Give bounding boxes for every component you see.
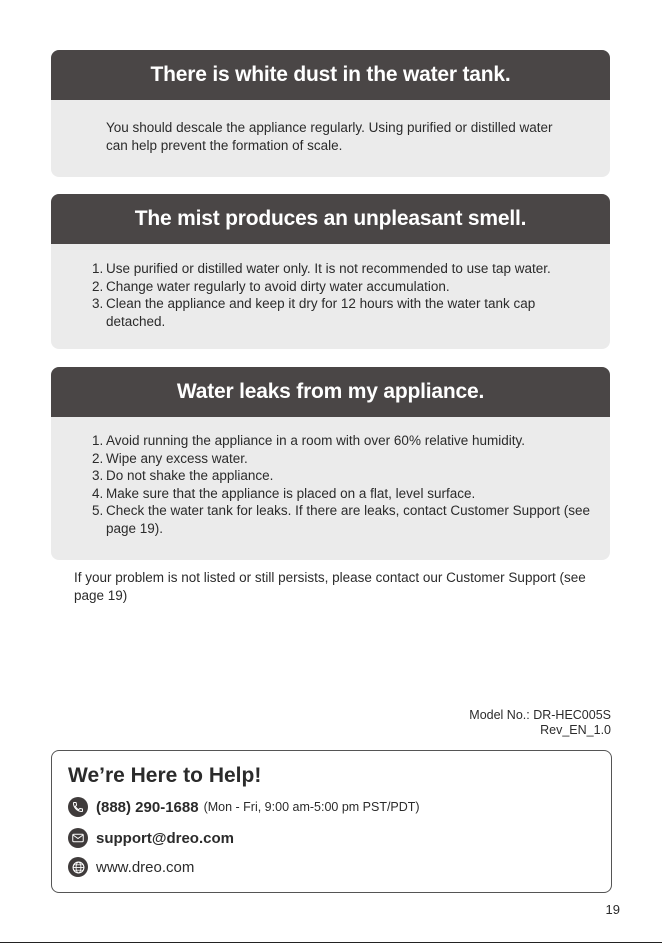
envelope-icon: [68, 828, 88, 848]
help-box: [51, 750, 612, 893]
globe-icon: [68, 857, 88, 877]
section-title: There is white dust in the water tank.: [51, 50, 610, 100]
phone-icon: [68, 797, 88, 817]
phone-row: [68, 797, 420, 817]
tips-list: [92, 260, 590, 330]
tips-list: [92, 432, 590, 537]
model-number: Model No.: DR-HEC005S: [469, 708, 611, 722]
section-title: Water leaks from my appliance.: [51, 367, 610, 417]
list-item: 3. Do not shake the appliance.: [92, 468, 274, 483]
support-note: If your problem is not listed or still persists, please contact our Customer Support (see page 19): [74, 570, 586, 603]
section-water-leaks: [51, 367, 610, 560]
list-item: 5. Check the water tank for leaks. If there are leaks, contact Customer Support (see page 19).: [92, 503, 590, 536]
section-unpleasant-smell: [51, 194, 610, 349]
section-title: The mist produces an unpleasant smell.: [51, 194, 610, 244]
website-row: [68, 857, 194, 877]
page-number: 19: [605, 902, 620, 917]
phone-number[interactable]: (888) 290-1688: [96, 798, 199, 816]
model-info: [469, 708, 611, 738]
divider: [0, 942, 662, 943]
section-paragraph: You should descale the appliance regularly. Using purified or distilled water can help prevent the formation of scale.: [106, 120, 553, 153]
list-item: 2. Wipe any excess water.: [92, 450, 248, 466]
list-item: 4. Make sure that the appliance is placed on a flat, level surface.: [92, 485, 476, 501]
website-link[interactable]: www.dreo.com: [96, 858, 195, 876]
list-item: 1. Avoid running the appliance in a room with over 60% relative humidity.: [92, 433, 525, 448]
list-item: 2. Change water regularly to avoid dirty water accumulation.: [92, 278, 450, 294]
list-item: 1. Use purified or distilled water only. It is not recommended to use tap water.: [92, 261, 551, 276]
list-item: 3. Clean the appliance and keep it dry for 12 hours with the water tank cap detached.: [92, 296, 536, 329]
help-title: We’re Here to Help!: [68, 764, 262, 787]
section-white-dust: [51, 50, 610, 177]
revision: Rev_EN_1.0: [540, 723, 611, 737]
email-row: [68, 828, 234, 848]
support-hours: (Mon - Fri, 9:00 am-5:00 pm PST/PDT): [203, 800, 420, 814]
support-email[interactable]: support@dreo.com: [96, 829, 234, 847]
